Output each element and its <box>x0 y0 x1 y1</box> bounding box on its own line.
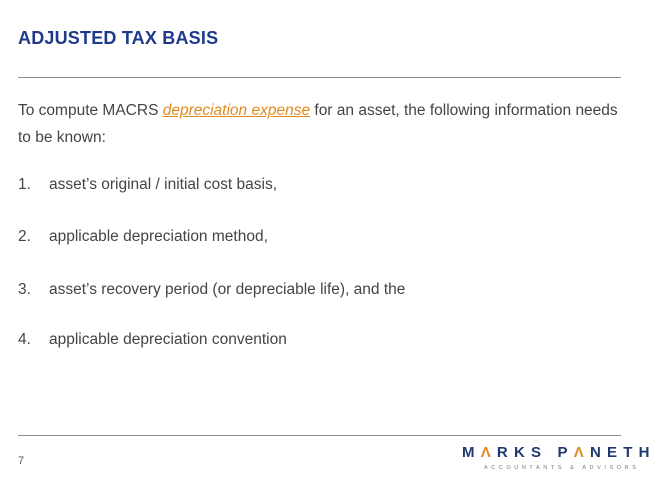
title-divider <box>18 77 621 78</box>
logo-wordmark: MΛRKS PΛNETH <box>462 444 656 461</box>
list-item <box>18 331 287 349</box>
list-item-number: 4. <box>18 331 31 348</box>
list-item-text: applicable depreciation convention <box>49 331 287 348</box>
footer-divider <box>18 435 621 436</box>
intro-paragraph <box>18 97 618 151</box>
company-logo <box>462 444 656 471</box>
slide-title: ADJUSTED TAX BASIS <box>18 28 219 48</box>
list-item <box>18 281 405 299</box>
intro-text-start: To compute MACRS <box>18 102 163 119</box>
list-item-number: 1. <box>18 176 31 193</box>
list-item <box>18 228 268 246</box>
list-item-number: 3. <box>18 281 31 298</box>
logo-tagline: ACCOUNTANTS & ADVISORS <box>484 465 640 471</box>
list-item-number: 2. <box>18 228 31 245</box>
depreciation-expense-link[interactable]: depreciation expense <box>162 102 311 119</box>
list-item-text: asset’s original / initial cost basis, <box>49 176 278 193</box>
list-item-text: asset’s recovery period (or depreciable life), and the <box>49 281 406 298</box>
list-item <box>18 176 277 194</box>
page-number: 7 <box>18 455 25 467</box>
list-item-text: applicable depreciation method, <box>49 228 268 245</box>
intro-text-end: for an asset, the following information needs to be known: <box>18 102 618 146</box>
